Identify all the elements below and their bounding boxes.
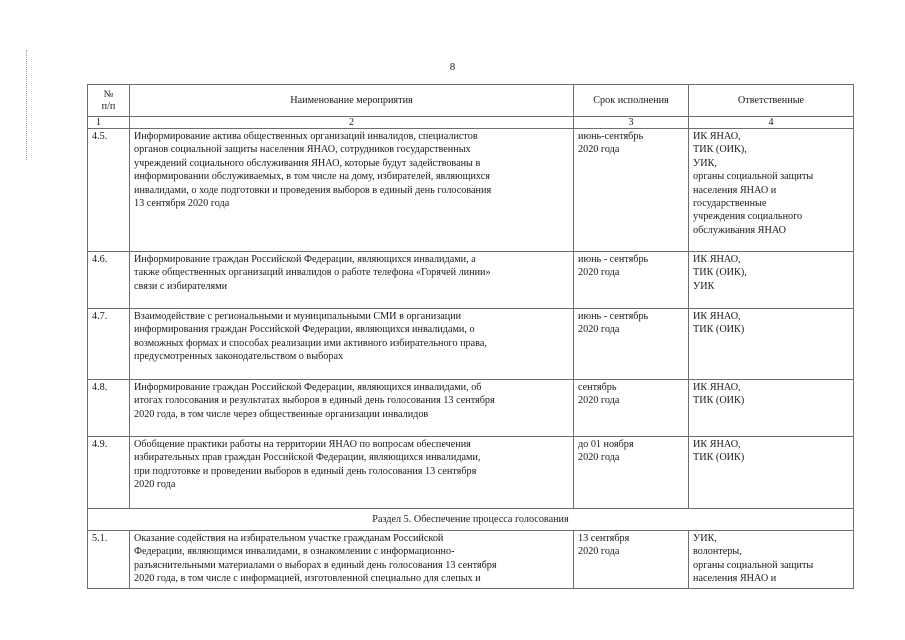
section-title: Раздел 5. Обеспечение процесса голосования [88,509,854,531]
header-responsible: Ответственные [689,85,854,117]
text-line: избирательных прав граждан Российской Федерации, являющихся инвалидами, [134,452,481,464]
table-row [88,252,854,309]
text-line: до 01 ноября [578,439,634,450]
text-line: населения ЯНАО и [693,573,777,585]
text-line: 13 сентября 2020 года [134,198,230,210]
text-line: УИК, [693,157,717,169]
text-line: УИК, [693,533,717,544]
text-line: органов социальной защиты населения ЯНАО, сотрудников государственных [134,144,471,156]
row-number: 4.5. [88,129,130,252]
text-line: 2020 года, в том числе через общественные организации инвалидов [134,408,429,420]
row-number: 4.7. [88,309,130,380]
text-line: 2020 года [578,452,620,464]
text-line: Обобщение практики работы на территории ЯНАО по вопросам обеспечения [134,439,471,450]
table-row [88,129,854,252]
text-line: ИК ЯНАО, [693,439,741,450]
page-number: 8 [449,61,456,73]
event-name [130,309,574,380]
text-line: 13 сентября [578,533,630,544]
column-index-row [88,117,854,129]
table-row [88,531,854,589]
events-table [87,84,854,589]
event-name [130,380,574,437]
text-line: Информирование актива общественных организаций инвалидов, специалистов [134,131,478,142]
text-line: июнь - сентябрь [578,311,649,322]
text-line: ИК ЯНАО, [693,382,741,393]
text-line: 2020 года [578,144,620,156]
text-line: Взаимодействие с региональными и муниципальными СМИ в организации [134,311,462,322]
event-responsible [689,252,854,309]
text-line: июнь-сентябрь [578,131,644,142]
text-line: ТИК (ОИК), [693,267,747,279]
event-responsible [689,129,854,252]
event-name [130,252,574,309]
text-line: связи с избирателями [134,280,228,292]
text-line: учреждения социального [693,211,803,223]
text-line: Информирование граждан Российской Федерации, являющихся инвалидами, а [134,254,476,265]
event-name [130,129,574,252]
text-line: возможных формах и способах реализации ими активного избирательного права, [134,337,487,349]
column-index: 3 [574,117,689,129]
table-row [88,380,854,437]
text-line: Оказание содействия на избирательном участке гражданам Российской [134,533,444,544]
text-line: ИК ЯНАО, [693,254,741,265]
text-line: 2020 года [578,267,620,279]
text-line: инвалидами, о ходе подготовки и проведения выборов в единый день голосования [134,184,492,196]
text-line: государственные [693,198,767,210]
text-line: волонтеры, [693,546,742,558]
text-line: органы социальной защиты [693,559,814,571]
text-line: Информирование граждан Российской Федерации, являющихся инвалидами, об [134,382,482,393]
event-responsible [689,531,854,589]
text-line: сентябрь [578,382,617,393]
text-line: обслуживания ЯНАО [693,224,787,236]
text-line: ТИК (ОИК) [693,452,745,464]
event-term [574,380,689,437]
header-name: Наименование мероприятия [130,85,574,117]
text-line: итогах голосования и результатах выборов в единый день голосования 13 сентября [134,395,495,407]
text-line: разъяснительными материалами о выборах в единый день голосования 13 сентября [134,559,497,571]
table-row [88,309,854,380]
event-responsible [689,437,854,509]
text-line: также общественных организаций инвалидов о работе телефона «Горячей линии» [134,267,491,279]
table-header-row [88,85,854,117]
column-index: 1 [88,117,130,129]
table-row [88,437,854,509]
event-responsible [689,380,854,437]
event-name [130,437,574,509]
event-term [574,129,689,252]
header-num: № п/п [88,85,130,117]
event-term [574,309,689,380]
text-line: информировании обслуживаемых, в том числе на дому, избирателей, являющихся [134,171,490,183]
text-line: ИК ЯНАО, [693,131,741,142]
event-responsible [689,309,854,380]
text-line: июнь - сентябрь [578,254,649,265]
text-line: информирования граждан Российской Федерации, являющихся инвалидами, о [134,324,475,336]
event-term [574,252,689,309]
text-line: 2020 года [578,324,620,336]
text-line: ТИК (ОИК), [693,144,747,156]
text-line: органы социальной защиты [693,171,814,183]
row-number: 4.9. [88,437,130,509]
text-line: Федерации, являющимся инвалидами, в ознакомлении с информационно- [134,546,455,558]
row-number: 5.1. [88,531,130,589]
text-line: учреждений социального обслуживания ЯНАО, которые будут задействованы в [134,157,481,169]
row-number: 4.8. [88,380,130,437]
header-term: Срок исполнения [574,85,689,117]
row-number: 4.6. [88,252,130,309]
event-name [130,531,574,589]
text-line: 2020 года, в том числе с информацией, изготовленной специально для слепых и [134,573,481,585]
text-line: ИК ЯНАО, [693,311,741,322]
event-term [574,437,689,509]
text-line: ТИК (ОИК) [693,395,745,407]
section-row [88,509,854,531]
text-line: УИК [693,280,715,292]
text-line: 2020 года [578,546,620,558]
text-line: 2020 года [578,395,620,407]
column-index: 4 [689,117,854,129]
text-line: населения ЯНАО и [693,184,777,196]
column-index: 2 [130,117,574,129]
text-line: предусмотренных законодательством о выборах [134,351,344,363]
text-line: 2020 года [134,479,176,491]
event-term [574,531,689,589]
text-line: при подготовке и проведении выборов в единый день голосования 13 сентября [134,465,477,477]
text-line: ТИК (ОИК) [693,324,745,336]
